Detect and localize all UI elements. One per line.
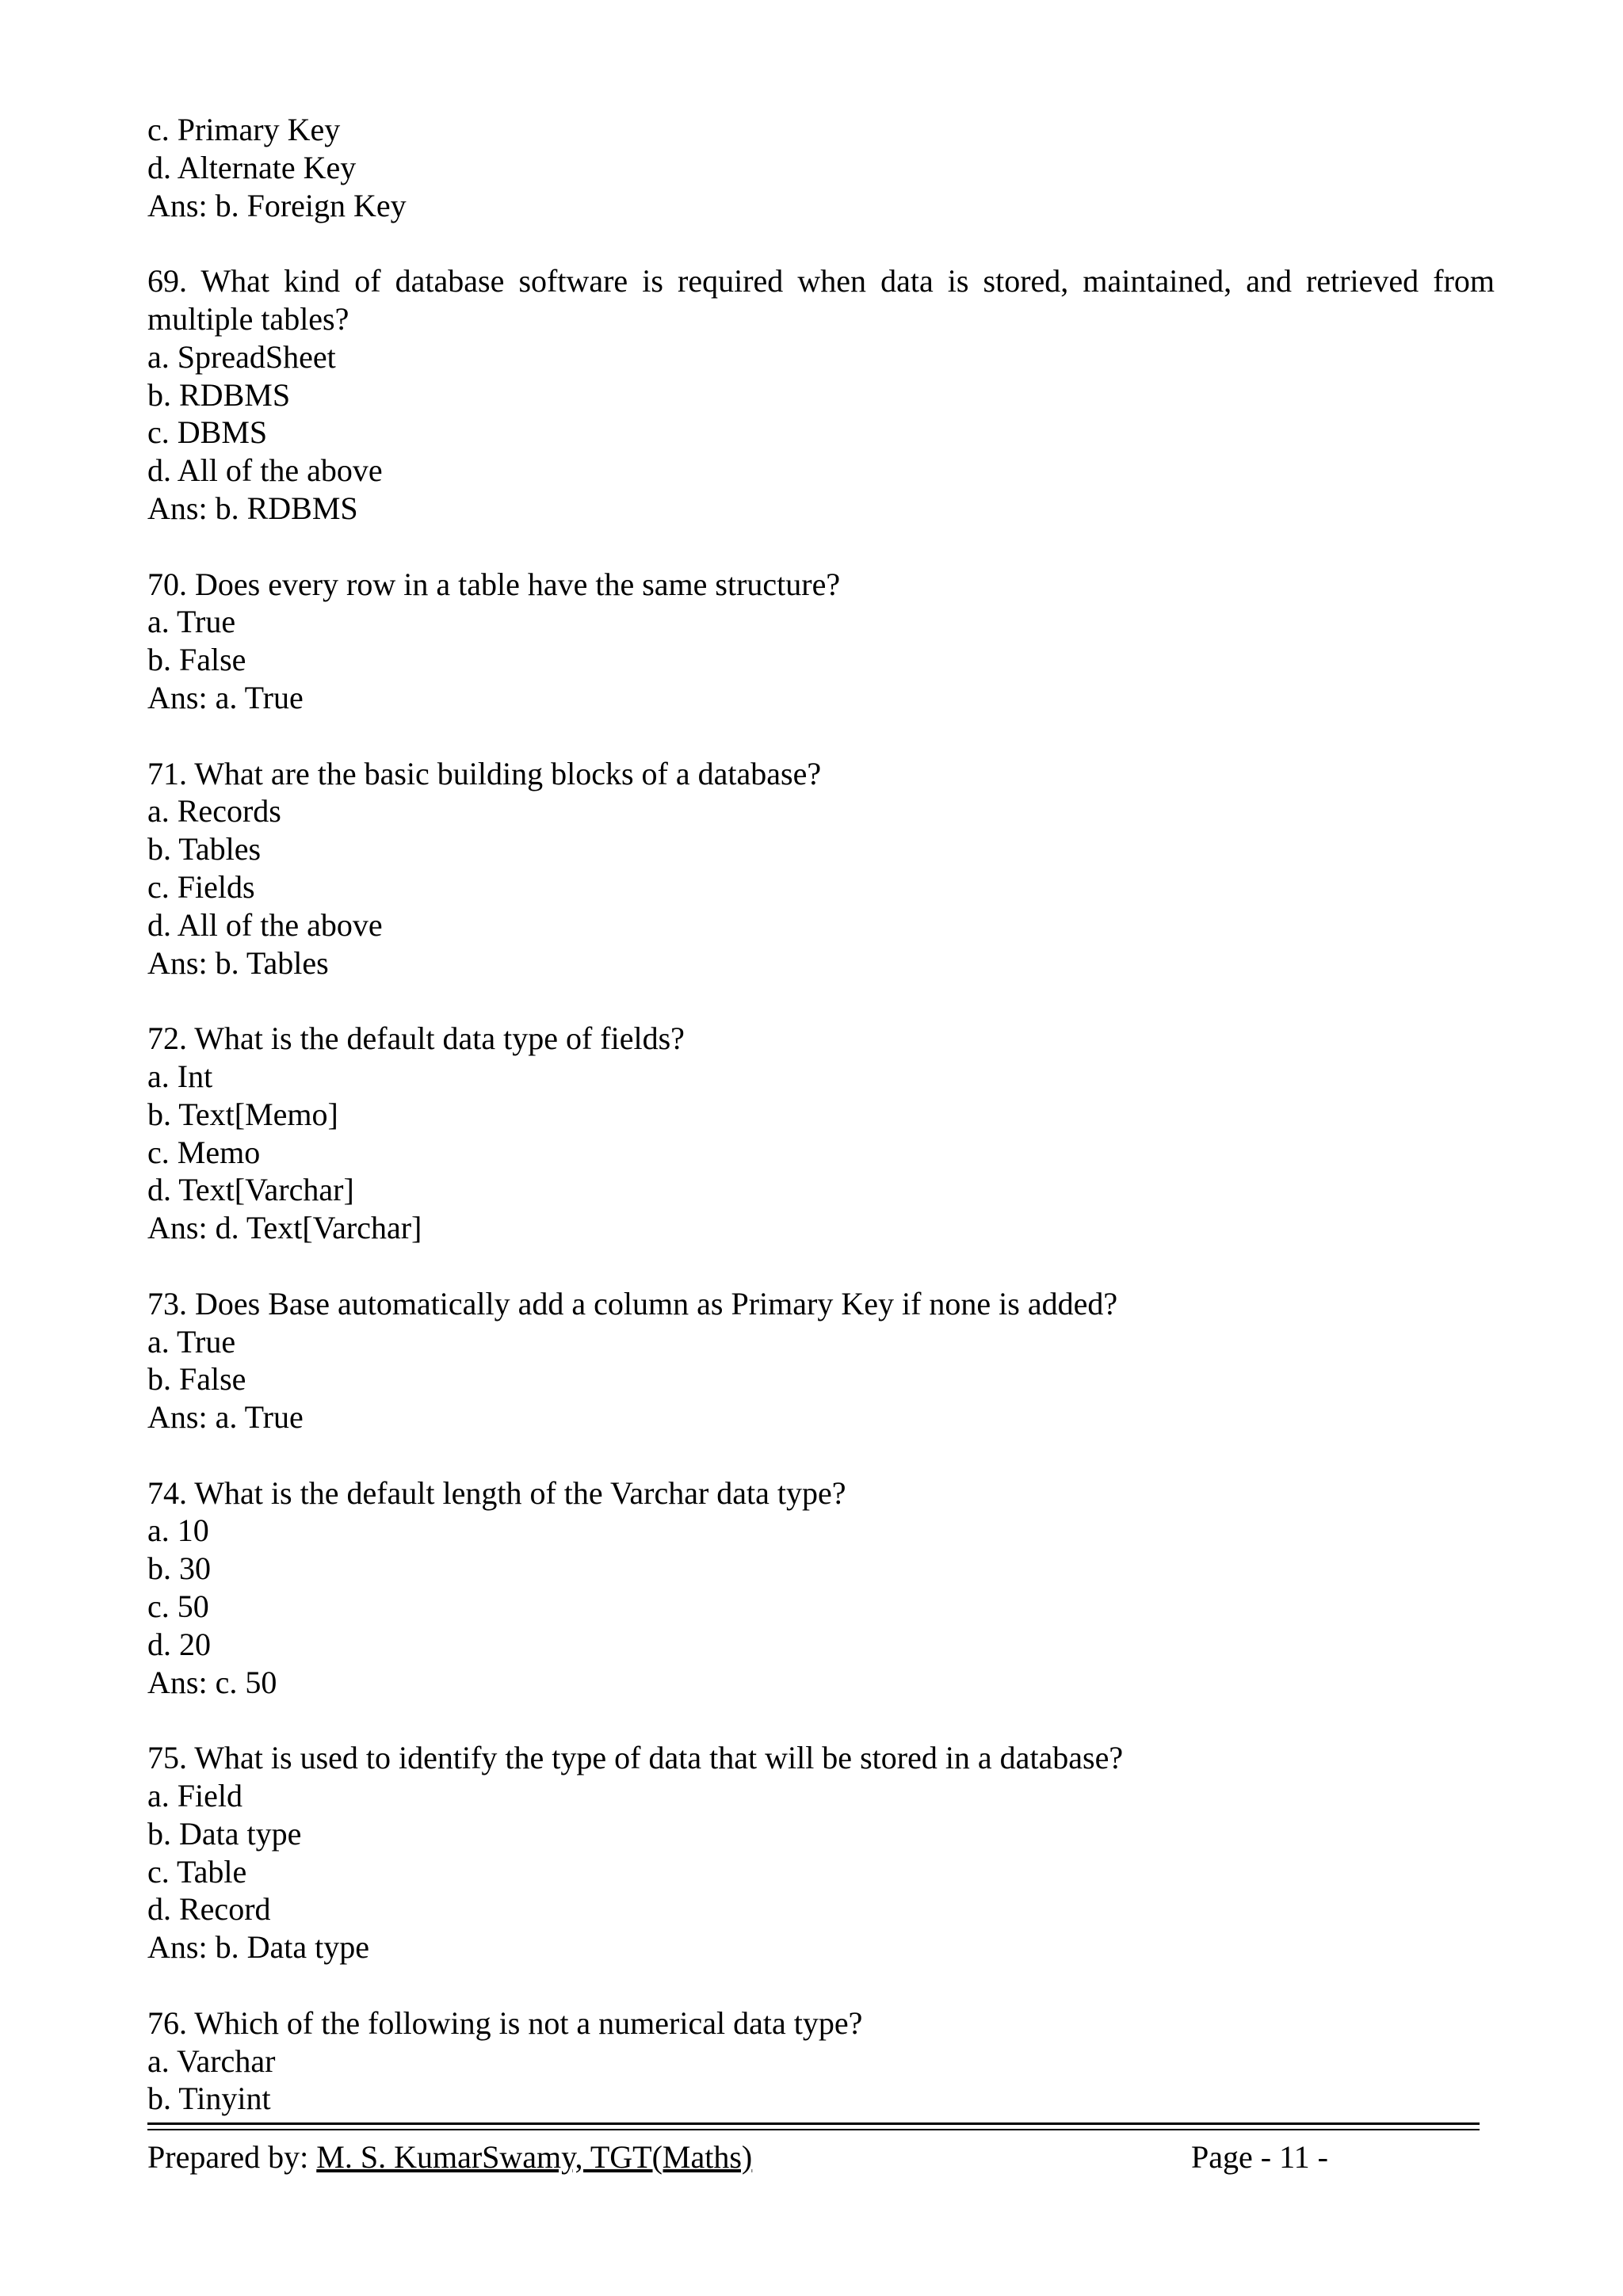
option: d. Record [147,1891,271,1928]
option: d. Alternate Key [147,149,357,185]
option: d. Text[Varchar] [147,1172,354,1208]
answer: Ans: b. RDBMS [147,490,358,526]
option: c. Primary Key [147,112,341,147]
question-text: 75. What is used to identify the type of data that will be stored in a database? [147,1740,1124,1776]
option: b. Data type [147,1815,302,1852]
author-name: M. S. KumarSwamy, TGT(Maths) [316,2139,753,2175]
option: a. True [147,604,236,640]
option: a. Varchar [147,2042,276,2079]
document-body [147,111,1495,2118]
question-block-75 [147,1739,1495,1966]
question-block-72 [147,1020,1495,1247]
answer: Ans: b. Tables [147,944,329,981]
question-text: 73. Does Base automatically add a column as Primary Key if none is added? [147,1285,1118,1322]
question-text: 70. Does every row in a table have the same structure? [147,566,841,602]
option: c. 50 [147,1589,209,1625]
option: a. Records [147,793,281,830]
option: d. 20 [147,1626,211,1662]
answer: Ans: d. Text[Varchar] [147,1210,422,1246]
page-number: Page - 11 - [1191,2139,1328,2175]
answer: Ans: a. True [147,1399,304,1436]
option: c. Fields [147,868,255,905]
option: a. Field [147,1778,242,1814]
question-block-69 [147,262,1495,528]
option: c. DBMS [147,414,268,451]
question-block-74 [147,1474,1495,1702]
question-block-70 [147,566,1495,717]
answer: Ans: b. Data type [147,1929,369,1966]
question-text: 72. What is the default data type of fields? [147,1020,685,1057]
option: c. Table [147,1853,247,1890]
question-block-continuation [147,111,1495,224]
question-text: 69. What kind of database software is required when data is stored, maintained, and retrieved from multiple tables? [147,263,1495,337]
option: a. True [147,1323,236,1360]
question-text: 74. What is the default length of the Varchar data type? [147,1474,846,1511]
option: c. Memo [147,1134,261,1170]
option: a. SpreadSheet [147,338,336,375]
question-text: 76. Which of the following is not a numerical data type? [147,2004,863,2041]
option: b. RDBMS [147,376,291,413]
option: b. Text[Memo] [147,1096,338,1132]
option: b. False [147,642,246,678]
answer: Ans: b. Foreign Key [147,187,407,223]
answer: Ans: c. 50 [147,1664,277,1700]
option: a. 10 [147,1512,209,1549]
option: a. Int [147,1058,213,1094]
question-block-71 [147,755,1495,982]
prepared-by-label: Prepared by: [147,2139,317,2175]
option: b. Tinyint [147,2081,271,2117]
question-block-73 [147,1285,1495,1436]
option: d. All of the above [147,452,383,489]
option: d. All of the above [147,906,383,943]
page-footer [147,2138,1336,2176]
option: b. Tables [147,831,262,868]
option: b. 30 [147,1550,211,1587]
question-block-76 [147,2004,1495,2118]
question-text: 71. What are the basic building blocks of a database? [147,755,822,791]
option: b. False [147,1361,246,1398]
footer-divider [147,2129,1480,2130]
answer: Ans: a. True [147,679,304,715]
footer-divider [147,2122,1480,2125]
